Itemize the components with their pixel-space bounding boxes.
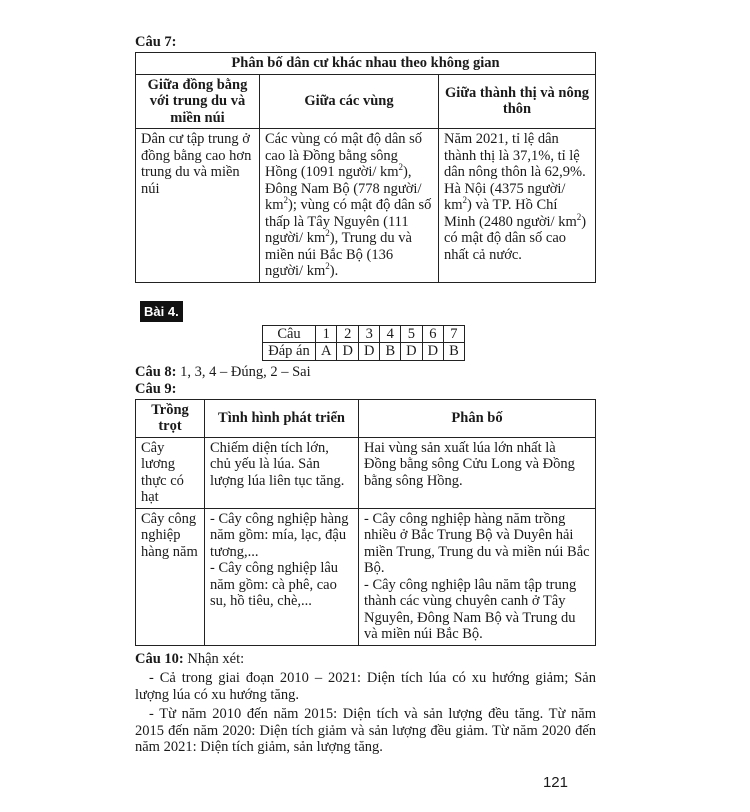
- table-cell: - Cây công nghiệp hàng năm gồm: mía, lạc, đậu tương,... - Cây công nghiệp lâu năm gồm: cà phê, cao su, hồ tiêu, chè,...: [205, 508, 359, 645]
- row-label: Đáp án: [263, 343, 316, 361]
- population-distribution-table: [135, 52, 596, 283]
- row-label: Câu: [263, 325, 316, 343]
- question-number: 2: [337, 325, 358, 343]
- header-cell: Trồng trọt: [136, 399, 205, 437]
- header-cell: Tình hình phát triển: [205, 399, 359, 437]
- q10: Câu 10: Nhận xét: - Cả trong giai đoạn 2010 – 2021: Diện tích lúa có xu hướng giảm; Sản lượng lúa có xu hướng tăng. - Từ năm 2010 đến năm 2015: Diện tích và sản lượng đều tăng. Từ năm 2015 đến năm 2020: Diện tích giảm và sản lượng đều giảm. Từ năm 2020 đến năm 2021: Diện tích giảm, sản lượng tăng.: [135, 650, 596, 755]
- answer: D: [337, 343, 358, 361]
- bai4-badge: Bài 4.: [140, 301, 183, 322]
- crop-table: [135, 399, 596, 646]
- question-number: 4: [380, 325, 401, 343]
- header-cell: Giữa thành thị và nông thôn: [439, 74, 596, 129]
- table-cell: Các vùng có mật độ dân số cao là Đồng bằng sông Hồng (1091 người/ $km^2$), Đông Nam Bộ (778 người/ $km^2$); vùng có mật độ dân số thấp là Tây Nguyên (111 người/ $km^2$), Trung du và miền núi Bắc Bộ (136 người/ $km^2$).: [260, 129, 439, 283]
- page-number: 121: [542, 773, 568, 791]
- header-cell: Giữa đồng bằng với trung du và miền núi: [136, 74, 260, 129]
- question-number: 6: [422, 325, 443, 343]
- question-number: 3: [358, 325, 379, 343]
- table-cell: Chiếm diện tích lớn, chủ yếu là lúa. Sản lượng lúa liên tục tăng.: [205, 437, 359, 508]
- q8: Câu 8: 1, 3, 4 – Đúng, 2 – Sai: [135, 363, 311, 380]
- table-cell: Cây công nghiệp hàng năm: [136, 508, 205, 645]
- answer: D: [401, 343, 422, 361]
- table-title: Phân bố dân cư khác nhau theo không gian: [136, 52, 596, 74]
- table-cell: - Cây công nghiệp hàng năm trồng nhiều ở Bắc Trung Bộ và Duyên hải miền Trung, Trung du và miền núi Bắc Bộ. - Cây công nghiệp lâu năm tập trung thành các vùng chuyên canh ở Tây Nguyên, Đông Nam Bộ và Trung du và miền núi Bắc Bộ.: [359, 508, 596, 645]
- table-cell: Hai vùng sản xuất lúa lớn nhất là Đồng bằng sông Cửu Long và Đồng bằng sông Hồng.: [359, 437, 596, 508]
- table-cell: Năm 2021, tỉ lệ dân thành thị là 37,1%, tỉ lệ dân nông thôn là 62,9%. Hà Nội (4375 người/ $km^2$) và TP. Hồ Chí Minh (2480 người/ $km^2$) có mật độ dân số cao nhất cả nước.: [439, 129, 596, 283]
- header-cell: Giữa các vùng: [260, 74, 439, 129]
- answer: D: [422, 343, 443, 361]
- table-cell: Cây lương thực có hạt: [136, 437, 205, 508]
- answer: D: [358, 343, 379, 361]
- question-number: 1: [316, 325, 337, 343]
- q7-label: Câu 7:: [135, 34, 177, 50]
- answer: A: [316, 343, 337, 361]
- header-cell: Phân bố: [359, 399, 596, 437]
- question-number: 5: [401, 325, 422, 343]
- question-number: 7: [444, 325, 465, 343]
- answer: B: [444, 343, 465, 361]
- answer-table: [262, 325, 465, 361]
- q9-label: Câu 9:: [135, 381, 177, 397]
- table-cell: Dân cư tập trung ở đồng bằng cao hơn trung du và miền núi: [136, 129, 260, 283]
- answer: B: [380, 343, 401, 361]
